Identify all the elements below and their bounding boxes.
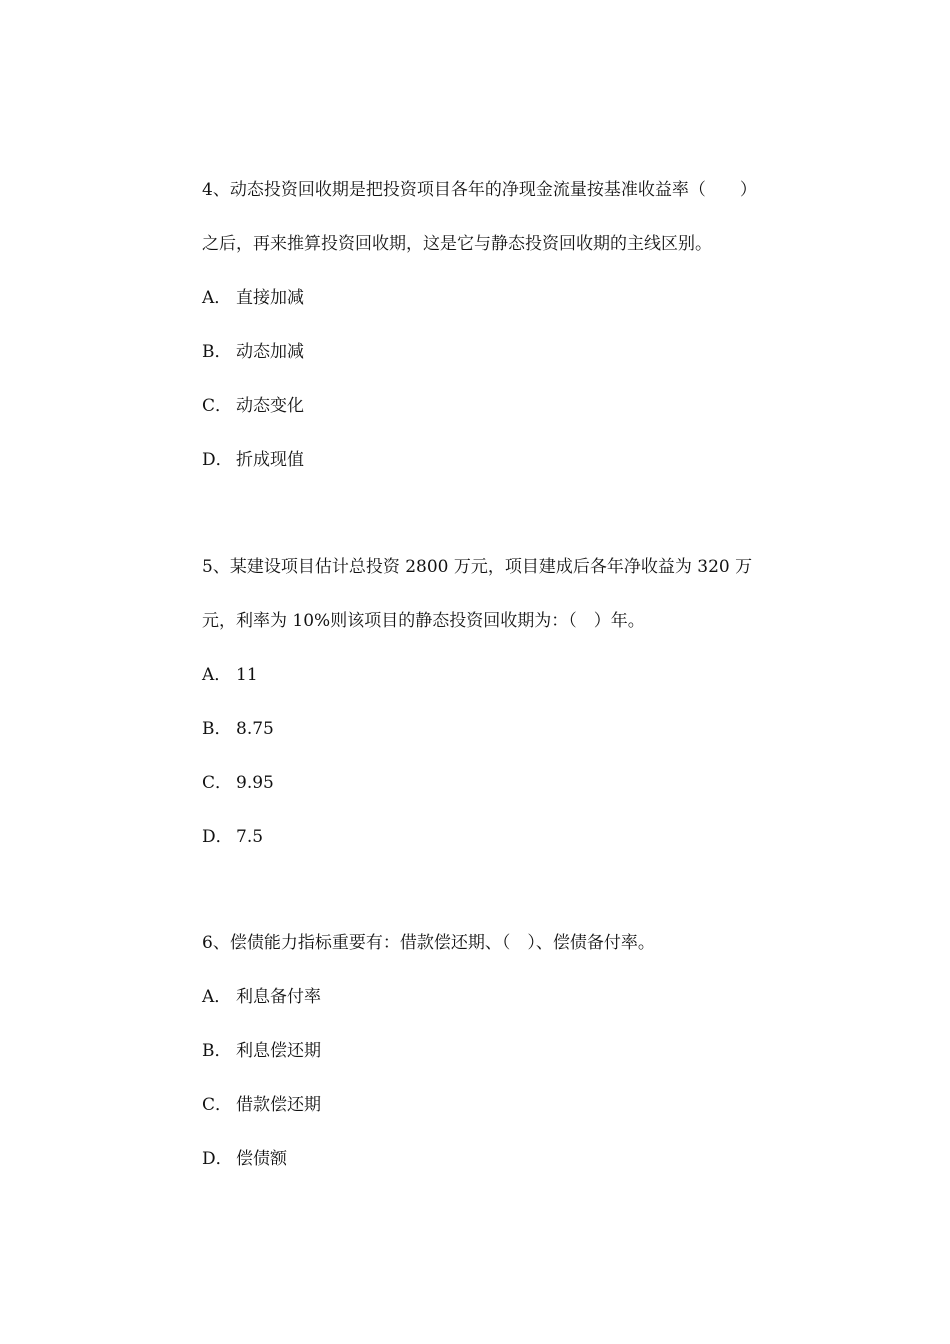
option-text: 偿债额 bbox=[236, 1149, 287, 1169]
option-letter: D． bbox=[202, 450, 233, 470]
option-letter: C． bbox=[202, 1095, 233, 1115]
option-text: 直接加减 bbox=[236, 288, 304, 308]
option-text: 动态加减 bbox=[236, 342, 304, 362]
option-c bbox=[202, 394, 304, 418]
option-letter: C． bbox=[202, 773, 233, 793]
option-text: 11 bbox=[236, 665, 258, 685]
option-d bbox=[202, 1147, 287, 1171]
option-d bbox=[202, 448, 304, 472]
option-letter: B． bbox=[202, 342, 232, 362]
option-letter: B． bbox=[202, 719, 232, 739]
option-b bbox=[202, 340, 304, 364]
option-c bbox=[202, 771, 274, 795]
option-letter: A． bbox=[202, 288, 232, 308]
option-a bbox=[202, 985, 321, 1009]
question-stem-line: 5、某建设项目估计总投资 2800 万元，项目建成后各年净收益为 320 万 bbox=[202, 557, 753, 577]
option-text: 借款偿还期 bbox=[236, 1095, 321, 1115]
option-letter: C． bbox=[202, 396, 233, 416]
question-stem-line: 之后，再来推算投资回收期，这是它与静态投资回收期的主线区别。 bbox=[202, 234, 712, 254]
option-letter: A． bbox=[202, 665, 232, 685]
option-text: 8.75 bbox=[236, 719, 274, 739]
option-c bbox=[202, 1093, 321, 1117]
option-b bbox=[202, 717, 274, 741]
option-text: 7.5 bbox=[236, 827, 264, 847]
option-text: 9.95 bbox=[236, 773, 274, 793]
option-letter: D． bbox=[202, 1149, 233, 1169]
option-a bbox=[202, 286, 304, 310]
question-stem-line: 元，利率为 10%则该项目的静态投资回收期为：（ ）年。 bbox=[202, 611, 645, 631]
option-letter: A． bbox=[202, 987, 232, 1007]
option-b bbox=[202, 1039, 321, 1063]
question-stem-line: 6、偿债能力指标重要有：借款偿还期、（ ）、偿债备付率。 bbox=[202, 933, 655, 953]
option-text: 利息偿还期 bbox=[236, 1041, 321, 1061]
option-d bbox=[202, 825, 263, 849]
option-letter: D． bbox=[202, 827, 233, 847]
option-text: 动态变化 bbox=[236, 396, 304, 416]
option-a bbox=[202, 663, 258, 687]
question-stem-line: 4、动态投资回收期是把投资项目各年的净现金流量按基准收益率（ ） bbox=[202, 180, 757, 200]
option-letter: B． bbox=[202, 1041, 232, 1061]
option-text: 折成现值 bbox=[236, 450, 304, 470]
option-text: 利息备付率 bbox=[236, 987, 321, 1007]
